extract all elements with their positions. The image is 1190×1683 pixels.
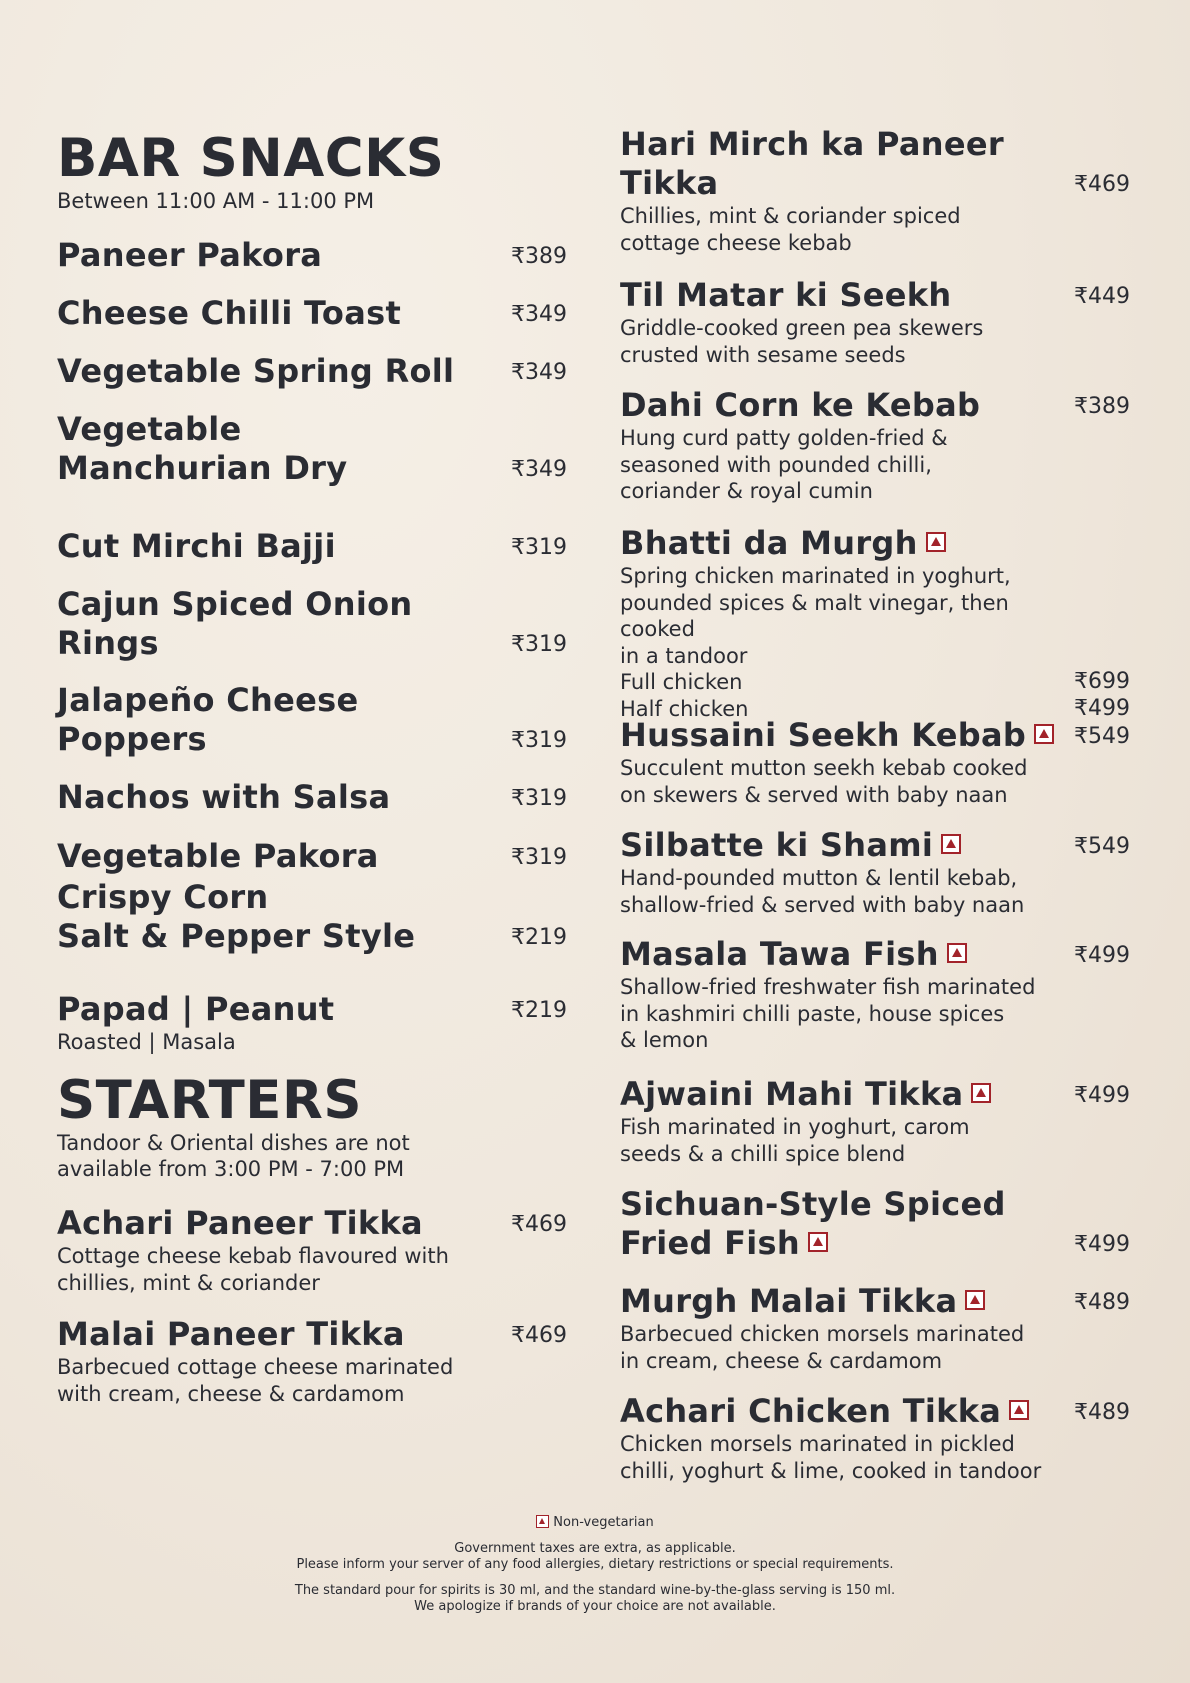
variant-label: Full chicken <box>620 670 743 694</box>
item-price: ₹389 <box>1074 394 1130 419</box>
menu-item <box>57 410 567 488</box>
item-price: ₹219 <box>511 998 567 1023</box>
menu-item <box>620 1392 1130 1484</box>
description-line: crusted with sesame seeds <box>620 342 906 367</box>
item-price: ₹349 <box>511 457 567 482</box>
variant-label: Half chicken <box>620 696 749 721</box>
non-veg-icon <box>947 943 967 963</box>
item-name-line: Paneer Pakora <box>57 236 323 274</box>
item-name-text: Fried Fish <box>620 1224 800 1262</box>
item-name <box>57 1204 497 1243</box>
item-name-line: Nachos with Salsa <box>57 778 391 816</box>
item-description <box>620 1431 1090 1484</box>
description-line: & lemon <box>620 1028 709 1052</box>
menu-item <box>620 125 1130 256</box>
item-name-line: Crispy Corn <box>57 878 269 916</box>
item-name <box>620 716 1060 755</box>
description-line: chillies, mint & coriander <box>57 1270 320 1295</box>
item-price: ₹489 <box>1074 1400 1130 1425</box>
item-description <box>57 1029 527 1056</box>
item-price: ₹499 <box>1074 1083 1130 1108</box>
description-line: chilli, yoghurt & lime, cooked in tandoor <box>620 1458 1042 1483</box>
legend <box>0 1515 1190 1531</box>
item-description <box>57 1354 527 1407</box>
item-name-line: Achari Paneer Tikka <box>57 1204 423 1242</box>
description-line: Succulent mutton seekh kebab cooked <box>620 756 1028 780</box>
item-name-line: Cut Mirchi Bajji <box>57 527 336 565</box>
item-name-line: Vegetable <box>57 410 242 448</box>
item-name <box>620 125 1060 203</box>
non-veg-icon <box>536 1515 549 1528</box>
item-price: ₹489 <box>1074 1290 1130 1315</box>
variant-price: ₹699 <box>1074 669 1130 694</box>
menu-item <box>57 990 567 1056</box>
item-name <box>57 990 497 1029</box>
description-line: in a tandoor <box>620 643 748 668</box>
item-name-line: Cheese Chilli Toast <box>57 294 402 332</box>
footer-pour-notes <box>0 1583 1190 1615</box>
variant-row <box>620 669 1130 696</box>
item-description <box>620 755 1090 808</box>
description-line: on skewers & served with baby naan <box>620 782 1008 807</box>
menu-item <box>620 716 1130 808</box>
menu-item <box>57 236 567 275</box>
menu-item <box>620 524 1130 722</box>
menu-item <box>57 585 567 663</box>
pour-note: The standard pour for spirits is 30 ml, and the standard wine-by-the-glass serving is 150 ml. <box>294 1583 896 1598</box>
item-price: ₹499 <box>1074 943 1130 968</box>
description-line: Chicken morsels marinated in pickled <box>620 1432 1015 1456</box>
item-name <box>57 778 497 817</box>
menu-item <box>620 1185 1130 1263</box>
item-description <box>620 1321 1090 1374</box>
item-price: ₹349 <box>511 360 567 385</box>
item-price: ₹469 <box>511 1323 567 1348</box>
non-veg-icon <box>971 1083 991 1103</box>
non-veg-icon <box>808 1232 828 1252</box>
non-veg-icon <box>965 1290 985 1310</box>
item-name-line: Vegetable Pakora <box>57 837 379 875</box>
item-name-line: Malai Paneer Tikka <box>57 1315 405 1353</box>
item-name-line: Papad | Peanut <box>57 990 335 1028</box>
item-price: ₹469 <box>511 1212 567 1237</box>
item-name-line: Til Matar ki Seekh <box>620 276 952 314</box>
footer-notes <box>0 1541 1190 1573</box>
description-line: seasoned with pounded chilli, <box>620 452 932 477</box>
description-line: in cream, cheese & cardamom <box>620 1348 943 1373</box>
item-price: ₹389 <box>511 244 567 269</box>
menu-item <box>57 837 567 876</box>
item-name-line: Poppers <box>57 720 207 758</box>
item-name <box>620 386 1060 425</box>
item-name <box>620 1075 1060 1114</box>
description-line: Barbecued chicken morsels marinated <box>620 1322 1025 1346</box>
item-name <box>620 935 1060 974</box>
item-name <box>620 524 1060 563</box>
description-line: coriander & royal cumin <box>620 479 873 503</box>
item-name <box>57 681 497 759</box>
menu-item <box>57 294 567 333</box>
item-name-line: Tikka <box>620 164 719 202</box>
menu-item <box>620 826 1130 918</box>
item-name <box>57 585 497 663</box>
description-line: Shallow-fried freshwater fish marinated <box>620 975 1036 999</box>
item-price: ₹549 <box>1074 724 1130 749</box>
description-line: pounded spices & malt vinegar, then cooked <box>620 590 1009 641</box>
item-name-line <box>620 1224 1060 1263</box>
item-name <box>57 837 497 876</box>
item-name <box>620 1282 1060 1321</box>
item-price: ₹549 <box>1074 834 1130 859</box>
item-name-line <box>620 826 1060 865</box>
menu-item <box>57 1204 567 1296</box>
item-description <box>620 865 1090 918</box>
item-name <box>620 1185 1060 1263</box>
item-description <box>620 974 1090 1054</box>
item-name-line: Sichuan-Style Spiced <box>620 1185 1006 1223</box>
item-price: ₹219 <box>511 925 567 950</box>
item-name <box>57 410 497 488</box>
item-name-line: Cajun Spiced Onion <box>57 585 413 623</box>
item-price: ₹499 <box>1074 1232 1130 1257</box>
item-name-text: Ajwaini Mahi Tikka <box>620 1075 964 1113</box>
description-line: Hung curd patty golden-fried & <box>620 426 948 450</box>
description-line: with cream, cheese & cardamom <box>57 1381 405 1406</box>
item-name <box>57 527 497 566</box>
item-name-line <box>620 524 1060 563</box>
description-line: Hand-pounded mutton & lentil kebab, <box>620 866 1018 890</box>
item-name-line: Jalapeño Cheese <box>57 681 359 719</box>
item-description <box>620 425 1090 505</box>
item-name-text: Masala Tawa Fish <box>620 935 939 973</box>
description-line: cottage cheese kebab <box>620 230 852 255</box>
bar-snacks-hours: Between 11:00 AM - 11:00 PM <box>57 189 375 213</box>
menu-item <box>57 681 567 759</box>
legend-label: Non-vegetarian <box>553 1515 654 1530</box>
item-name <box>620 1392 1060 1431</box>
description-line: Griddle-cooked green pea skewers <box>620 316 984 340</box>
item-name-line: Salt & Pepper Style <box>57 917 416 955</box>
menu-item <box>57 878 567 956</box>
non-veg-icon <box>926 532 946 552</box>
item-name-line: Dahi Corn ke Kebab <box>620 386 981 424</box>
item-price: ₹319 <box>511 535 567 560</box>
item-name <box>620 826 1060 865</box>
menu-item <box>57 527 567 566</box>
menu-item <box>620 276 1130 368</box>
menu-item <box>57 352 567 391</box>
item-price: ₹319 <box>511 845 567 870</box>
item-name-line <box>620 1282 1060 1321</box>
item-name-line: Vegetable Spring Roll <box>57 352 455 390</box>
description-line: Barbecued cottage cheese marinated <box>57 1355 454 1379</box>
item-name-line <box>620 1392 1060 1431</box>
item-name-line: Manchurian Dry <box>57 449 348 487</box>
item-price: ₹319 <box>511 632 567 657</box>
non-veg-icon <box>941 834 961 854</box>
description-line: in kashmiri chilli paste, house spices <box>620 1001 1005 1026</box>
description-line: Cottage cheese kebab flavoured with <box>57 1244 449 1268</box>
item-price: ₹469 <box>1074 172 1130 197</box>
menu-item <box>620 386 1130 505</box>
item-name-text: Murgh Malai Tikka <box>620 1282 958 1320</box>
non-veg-icon <box>1009 1400 1029 1420</box>
item-price: ₹319 <box>511 728 567 753</box>
item-name <box>57 1315 497 1354</box>
bar-snacks-heading: BAR SNACKS <box>57 128 445 189</box>
item-name <box>57 352 497 391</box>
menu-item <box>620 1075 1130 1167</box>
item-name <box>57 294 497 333</box>
tax-note: Government taxes are extra, as applicable. <box>454 1541 736 1556</box>
item-name-line <box>620 935 1060 974</box>
description-line: Roasted | Masala <box>57 1030 236 1054</box>
menu-item <box>620 1282 1130 1374</box>
non-veg-icon <box>1034 724 1054 744</box>
item-name <box>57 878 497 956</box>
item-price: ₹349 <box>511 302 567 327</box>
menu-item <box>620 935 1130 1054</box>
item-description <box>620 203 1090 256</box>
item-description <box>620 315 1090 368</box>
starters-heading: STARTERS <box>57 1070 362 1131</box>
description-line: Fish marinated in yoghurt, carom <box>620 1115 970 1139</box>
item-name-line: Rings <box>57 624 159 662</box>
item-description <box>620 1114 1090 1167</box>
item-name-line: Hari Mirch ka Paneer <box>620 125 1004 163</box>
item-name <box>57 236 497 275</box>
description-line: shallow-fried & served with baby naan <box>620 892 1025 917</box>
item-price: ₹319 <box>511 786 567 811</box>
item-name-line <box>620 1075 1060 1114</box>
description-line: Spring chicken marinated in yoghurt, <box>620 564 1011 588</box>
variant-price: ₹499 <box>1074 695 1130 721</box>
menu-item <box>57 778 567 817</box>
brand-note: We apologize if brands of your choice are not available. <box>414 1599 776 1614</box>
item-description <box>57 1243 527 1296</box>
item-name-line <box>620 716 1060 755</box>
starters-note: Tandoor & Oriental dishes are not available from 3:00 PM - 7:00 PM <box>57 1131 410 1181</box>
description-line: seeds & a chilli spice blend <box>620 1141 906 1166</box>
item-name <box>620 276 1060 315</box>
item-name-text: Achari Chicken Tikka <box>620 1392 1002 1430</box>
item-description <box>620 563 1090 669</box>
description-line: Chillies, mint & coriander spiced <box>620 204 961 228</box>
item-name-text: Bhatti da Murgh <box>620 524 918 562</box>
item-name-text: Silbatte ki Shami <box>620 826 934 864</box>
item-name-text: Hussaini Seekh Kebab <box>620 716 1027 754</box>
menu-item <box>57 1315 567 1407</box>
item-price: ₹449 <box>1074 284 1130 309</box>
allergy-note: Please inform your server of any food allergies, dietary restrictions or special requirements. <box>296 1557 894 1572</box>
